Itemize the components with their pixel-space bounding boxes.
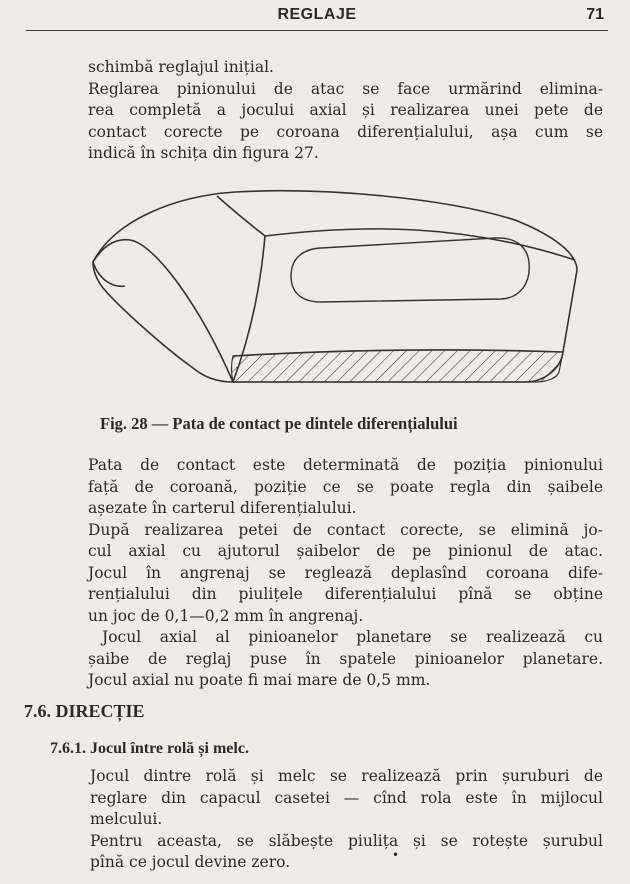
text-line: reglare din capacul casetei — cînd rola este în mijlocul bbox=[90, 788, 603, 807]
figure-caption: Fig. 28 — Pata de contact pe dintele diferențialului bbox=[100, 414, 458, 433]
text-line: indică în schița din figura 27. bbox=[88, 144, 319, 162]
text-line: șaibe de reglaj puse în spatele pinioanelor planetare. bbox=[88, 649, 603, 668]
text-line: După realizarea petei de contact corecte, se elimină jo- bbox=[88, 520, 603, 539]
text-line: Jocul axial al pinioanelor planetare se realizează cu bbox=[102, 628, 603, 646]
text-line: așezate în carterul diferențialului. bbox=[88, 499, 357, 517]
subsection-heading: 7.6.1. Jocul între rolă și melc. bbox=[50, 740, 249, 757]
text-line: rențialului din piulițele diferențialului pînă se obține bbox=[88, 585, 603, 603]
text-line: schimbă reglajul inițial. bbox=[88, 58, 274, 76]
subsection-paragraph bbox=[90, 766, 603, 874]
text-line: Pata de contact este determinată de poziția pinionului bbox=[88, 456, 603, 474]
gear-tooth-contact-figure bbox=[85, 188, 585, 393]
contact-patch-hatched-area bbox=[232, 350, 564, 382]
running-header bbox=[26, 6, 608, 31]
text-line: un joc de 0,1—0,2 mm în angrenaj. bbox=[88, 606, 364, 625]
text-line: față de coroană, poziție ce se poate regla din șaibele bbox=[88, 477, 603, 496]
body-paragraph bbox=[88, 455, 603, 692]
intro-paragraph bbox=[88, 57, 603, 165]
text-line: cul axial cu ajutorul șaibelor de pe pinionul de atac. bbox=[88, 542, 603, 560]
stray-dot-mark: • bbox=[392, 848, 400, 862]
header-title: REGLAJE bbox=[277, 6, 357, 23]
text-line: rea completă a jocului axial și realizarea unei pete de bbox=[88, 101, 603, 119]
text-line: melcului. bbox=[90, 810, 163, 828]
text-line: Pentru aceasta, se slăbește piulița și se rotește șurubul bbox=[90, 831, 603, 850]
text-line: Jocul dintre rolă și melc se realizează prin șuruburi de bbox=[90, 767, 603, 785]
text-line: Jocul în angrenaj se reglează deplasînd coroana dife- bbox=[88, 563, 603, 582]
text-line: contact corecte pe coroana diferențialului, așa cum se bbox=[88, 122, 603, 141]
text-line: Jocul axial nu poate fi mai mare de 0,5 mm. bbox=[88, 671, 431, 689]
section-heading: 7.6. DIRECȚIE bbox=[24, 701, 145, 721]
text-line: pînă ce jocul devine zero. bbox=[90, 853, 291, 871]
page-number: 71 bbox=[586, 6, 604, 23]
text-line: Reglarea pinionului de atac se face urmărind elimina- bbox=[88, 79, 603, 98]
